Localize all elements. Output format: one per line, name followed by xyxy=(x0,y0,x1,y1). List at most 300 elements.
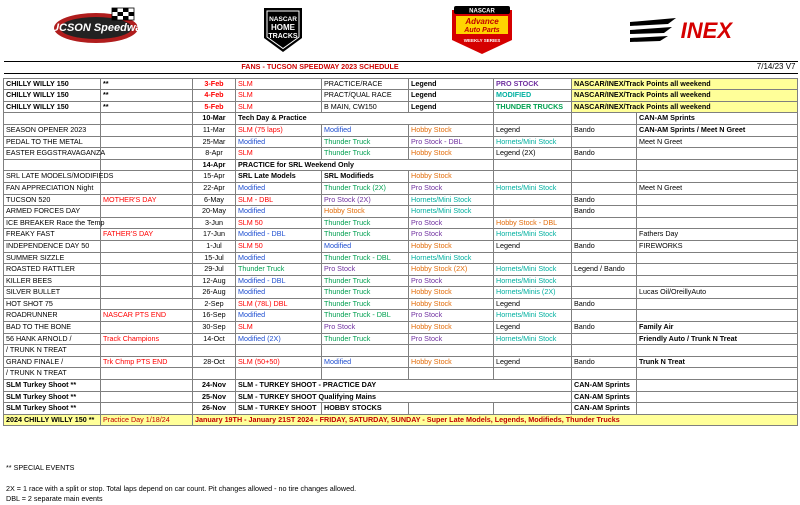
schedule-cell: GRAND FINALE / xyxy=(4,356,101,368)
schedule-cell xyxy=(572,310,637,322)
schedule-cell: Hornets/Mini Stock xyxy=(494,333,572,345)
schedule-cell: Hornets/Mini Stock xyxy=(494,136,572,148)
schedule-cell: Hobby Stock xyxy=(409,322,494,334)
schedule-cell: CHILLY WILLY 150 xyxy=(4,90,101,102)
schedule-cell: 2-Sep xyxy=(193,298,236,310)
schedule-cell xyxy=(572,113,637,125)
schedule-cell: Pro Stock xyxy=(409,217,494,229)
schedule-cell: HOBBY STOCKS xyxy=(322,403,409,415)
schedule-cell xyxy=(409,403,494,415)
schedule-cell xyxy=(637,380,798,392)
schedule-row xyxy=(4,356,798,368)
schedule-cell xyxy=(572,217,637,229)
schedule-cell: Thunder Truck xyxy=(322,333,409,345)
schedule-cell: 12-Aug xyxy=(193,275,236,287)
schedule-cell xyxy=(322,368,409,380)
schedule-cell: ** xyxy=(101,101,193,113)
schedule-cell: Hobby Stock - DBL xyxy=(494,217,572,229)
schedule-cell: Thunder Truck (2X) xyxy=(322,182,409,194)
schedule-cell xyxy=(101,148,193,160)
schedule-row xyxy=(4,403,798,415)
schedule-cell: Track Champions xyxy=(101,333,193,345)
schedule-cell: ROASTED RATTLER xyxy=(4,264,101,276)
schedule-cell: Modified xyxy=(236,252,322,264)
schedule-cell: PRO STOCK xyxy=(494,78,572,90)
schedule-row xyxy=(4,171,798,183)
schedule-cell: SLM Turkey Shoot ** xyxy=(4,380,101,392)
schedule-cell: 28-Oct xyxy=(193,356,236,368)
schedule-cell: Hobby Stock xyxy=(409,171,494,183)
schedule-cell xyxy=(101,368,193,380)
schedule-cell: PRACTICE/RACE xyxy=(322,78,409,90)
schedule-cell xyxy=(637,264,798,276)
schedule-cell: SLM xyxy=(236,78,322,90)
schedule-cell xyxy=(637,171,798,183)
schedule-cell: Hobby Stock xyxy=(409,148,494,160)
schedule-cell: Modified xyxy=(236,182,322,194)
schedule-cell: EASTER EGGSTRAVAGANZA xyxy=(4,148,101,160)
schedule-cell: Modified - DBL xyxy=(236,275,322,287)
schedule-cell: Modified xyxy=(236,287,322,299)
schedule-row xyxy=(4,252,798,264)
schedule-cell: B MAIN, CW150 xyxy=(322,101,409,113)
schedule-cell xyxy=(637,217,798,229)
schedule-cell xyxy=(101,171,193,183)
schedule-cell xyxy=(101,206,193,218)
schedule-cell: Pro Stock xyxy=(409,275,494,287)
schedule-row xyxy=(4,124,798,136)
schedule-cell xyxy=(572,287,637,299)
schedule-row xyxy=(4,298,798,310)
inex-logo-text: INEX xyxy=(680,18,732,43)
schedule-cell: Bando xyxy=(572,124,637,136)
schedule-row xyxy=(4,345,798,357)
schedule-cell: 15-Apr xyxy=(193,171,236,183)
schedule-cell: Meet N Greet xyxy=(637,136,798,148)
schedule-cell: Thunder Truck xyxy=(322,275,409,287)
schedule-cell xyxy=(637,310,798,322)
nht-logo-line-3: TRACKS xyxy=(268,33,298,40)
schedule-cell: 29-Jul xyxy=(193,264,236,276)
schedule-cell: SLM - TURKEY SHOOT Qualifying Mains xyxy=(236,391,572,403)
schedule-cell xyxy=(637,275,798,287)
schedule-row xyxy=(4,159,798,171)
chilly-willy-2024-practice: Practice Day 1/18/24 xyxy=(101,414,193,426)
schedule-cell: Hobby Stock (2X) xyxy=(409,264,494,276)
schedule-cell xyxy=(101,252,193,264)
schedule-cell: 30-Sep xyxy=(193,322,236,334)
schedule-table xyxy=(3,61,798,426)
schedule-cell: Modified (2X) xyxy=(236,333,322,345)
schedule-cell: SLM - DBL xyxy=(236,194,322,206)
schedule-cell: Trunk N Treat xyxy=(637,356,798,368)
schedule-row xyxy=(4,322,798,334)
schedule-cell xyxy=(101,136,193,148)
schedule-cell: SLM (50+50) xyxy=(236,356,322,368)
schedule-cell xyxy=(494,194,572,206)
schedule-cell: ARMED FORCES DAY xyxy=(4,206,101,218)
schedule-cell: / TRUNK N TREAT xyxy=(4,345,101,357)
advance-auto-parts-weekly-series-logo xyxy=(446,4,518,56)
schedule-cell: SRL Modifieds xyxy=(322,171,409,183)
schedule-cell xyxy=(101,403,193,415)
schedule-cell: CHILLY WILLY 150 xyxy=(4,78,101,90)
schedule-cell: Lucas Oil/OreillyAuto xyxy=(637,287,798,299)
schedule-cell xyxy=(572,171,637,183)
schedule-cell: FATHER'S DAY xyxy=(101,229,193,241)
schedule-cell: SLM xyxy=(236,148,322,160)
schedule-cell xyxy=(637,206,798,218)
schedule-cell: CAN-AM Sprints xyxy=(572,403,637,415)
inex-logo xyxy=(628,14,738,44)
schedule-cell xyxy=(101,298,193,310)
schedule-cell: Hobby Stock xyxy=(409,356,494,368)
schedule-cell: Legend xyxy=(494,124,572,136)
schedule-cell: Pro Stock xyxy=(322,322,409,334)
schedule-cell xyxy=(322,345,409,357)
schedule-row xyxy=(4,287,798,299)
schedule-cell: 5-Feb xyxy=(193,101,236,113)
schedule-cell: Legend xyxy=(494,240,572,252)
schedule-cell xyxy=(101,264,193,276)
schedule-cell: Trk Chmp PTS END xyxy=(101,356,193,368)
schedule-cell: Bando xyxy=(572,322,637,334)
schedule-cell xyxy=(637,194,798,206)
schedule-cell xyxy=(494,403,572,415)
schedule-cell xyxy=(101,182,193,194)
schedule-row xyxy=(4,194,798,206)
schedule-cell: FREAKY FAST xyxy=(4,229,101,241)
schedule-cell: Bando xyxy=(572,148,637,160)
schedule-cell: PEDAL TO THE METAL xyxy=(4,136,101,148)
schedule-cell: SLM xyxy=(236,101,322,113)
schedule-cell: 14-Apr xyxy=(193,159,236,171)
schedule-cell: Thunder Truck xyxy=(322,136,409,148)
schedule-cell: SLM - TURKEY SHOOT xyxy=(236,403,322,415)
schedule-cell: BAD TO THE BONE xyxy=(4,322,101,334)
schedule-cell: Pro Stock xyxy=(409,333,494,345)
schedule-cell: Thunder Truck - DBL xyxy=(322,252,409,264)
schedule-cell xyxy=(572,368,637,380)
schedule-cell: Pro Stock xyxy=(322,264,409,276)
schedule-cell xyxy=(409,345,494,357)
schedule-cell: 20-May xyxy=(193,206,236,218)
schedule-cell: Family Air xyxy=(637,322,798,334)
schedule-sheet xyxy=(3,61,797,426)
schedule-row xyxy=(4,333,798,345)
schedule-cell: Modified xyxy=(236,206,322,218)
schedule-cell: NASCAR PTS END xyxy=(101,310,193,322)
schedule-cell: SLM (75 laps) xyxy=(236,124,322,136)
schedule-cell xyxy=(572,333,637,345)
schedule-cell: 1-Jul xyxy=(193,240,236,252)
nascar-home-tracks-logo xyxy=(258,5,308,55)
aap-logo-line-2: Advance xyxy=(465,17,499,26)
schedule-cell: CAN-AM Sprints xyxy=(637,113,798,125)
schedule-cell: SEASON OPENER 2023 xyxy=(4,124,101,136)
schedule-cell: Legend (2X) xyxy=(494,148,572,160)
schedule-cell xyxy=(637,252,798,264)
schedule-cell xyxy=(494,252,572,264)
schedule-cell: Legend xyxy=(494,298,572,310)
schedule-cell: 8-Apr xyxy=(193,148,236,160)
schedule-cell: CAN-AM Sprints xyxy=(572,391,637,403)
schedule-cell: Thunder Truck xyxy=(322,148,409,160)
schedule-cell: FAN APPRECIATION Night xyxy=(4,182,101,194)
nht-logo-line-1: NASCAR xyxy=(269,16,297,23)
schedule-cell: 25-Nov xyxy=(193,391,236,403)
schedule-cell: THUNDER TRUCKS xyxy=(494,101,572,113)
schedule-cell: Pro Stock - DBL xyxy=(409,136,494,148)
schedule-cell: Hobby Stock xyxy=(409,240,494,252)
schedule-cell: Thunder Truck xyxy=(322,298,409,310)
schedule-cell: ROADRUNNER xyxy=(4,310,101,322)
schedule-cell xyxy=(637,159,798,171)
chilly-willy-2024-name: 2024 CHILLY WILLY 150 ** xyxy=(4,414,101,426)
schedule-cell xyxy=(236,345,322,357)
schedule-cell: Bando xyxy=(572,356,637,368)
schedule-cell: Bando xyxy=(572,240,637,252)
schedule-cell: Hobby Stock xyxy=(322,206,409,218)
schedule-row xyxy=(4,368,798,380)
schedule-cell: HOT SHOT 75 xyxy=(4,298,101,310)
schedule-cell xyxy=(637,298,798,310)
schedule-cell: PRACTICE for SRL Weekend Only xyxy=(236,159,494,171)
sponsor-logos xyxy=(0,0,800,62)
schedule-cell: 10-Mar xyxy=(193,113,236,125)
schedule-cell: Legend / Bando xyxy=(572,264,637,276)
schedule-cell: Pro Stock (2X) xyxy=(322,194,409,206)
schedule-cell: Pro Stock xyxy=(409,310,494,322)
schedule-cell xyxy=(494,171,572,183)
aap-logo-line-1: NASCAR xyxy=(469,8,495,15)
schedule-row xyxy=(4,101,798,113)
schedule-cell: 11-Mar xyxy=(193,124,236,136)
schedule-cell: Thunder Truck xyxy=(236,264,322,276)
schedule-row xyxy=(4,264,798,276)
aap-logo-line-4: WEEKLY SERIES xyxy=(463,38,501,43)
schedule-cell xyxy=(572,275,637,287)
schedule-cell: NASCAR/INEX/Track Points all weekend xyxy=(572,101,798,113)
schedule-cell: MODIFIED xyxy=(494,90,572,102)
schedule-cell: 22-Apr xyxy=(193,182,236,194)
schedule-row xyxy=(4,275,798,287)
schedule-cell: MOTHER'S DAY xyxy=(101,194,193,206)
schedule-row xyxy=(4,380,798,392)
schedule-cell: 6-May xyxy=(193,194,236,206)
schedule-cell: Thunder Truck - DBL xyxy=(322,310,409,322)
schedule-cell xyxy=(637,403,798,415)
schedule-cell xyxy=(494,368,572,380)
schedule-cell xyxy=(101,322,193,334)
schedule-cell: Hobby Stock xyxy=(409,124,494,136)
schedule-cell: Thunder Truck xyxy=(322,229,409,241)
schedule-title: FANS - TUCSON SPEEDWAY 2023 SCHEDULE xyxy=(4,62,637,74)
schedule-cell: 4-Feb xyxy=(193,90,236,102)
schedule-cell xyxy=(494,206,572,218)
schedule-cell: Modified xyxy=(322,356,409,368)
schedule-cell: Hornets/Mini Stock xyxy=(494,275,572,287)
schedule-cell xyxy=(236,368,322,380)
schedule-cell: SLM (78L) DBL xyxy=(236,298,322,310)
schedule-cell xyxy=(4,159,101,171)
schedule-cell: Thunder Truck xyxy=(322,217,409,229)
schedule-cell: 24-Nov xyxy=(193,380,236,392)
schedule-cell xyxy=(637,345,798,357)
schedule-row xyxy=(4,391,798,403)
schedule-cell: Pro Stock xyxy=(409,229,494,241)
schedule-title-row xyxy=(4,62,798,74)
schedule-cell: Legend xyxy=(409,78,494,90)
schedule-row xyxy=(4,148,798,160)
schedule-cell: FIREWORKS xyxy=(637,240,798,252)
schedule-row xyxy=(4,90,798,102)
schedule-cell: SLM Turkey Shoot ** xyxy=(4,403,101,415)
schedule-cell: Hobby Stock xyxy=(409,287,494,299)
schedule-cell: NASCAR/INEX/Track Points all weekend xyxy=(572,78,798,90)
schedule-cell: Tech Day & Practice xyxy=(236,113,494,125)
aap-logo-line-3: Auto Parts xyxy=(464,27,500,34)
schedule-cell xyxy=(494,113,572,125)
schedule-cell xyxy=(637,368,798,380)
schedule-cell: Hornets/Mini Stock xyxy=(409,206,494,218)
schedule-cell: Hornets/Mini Stock xyxy=(494,229,572,241)
schedule-cell: Modified xyxy=(236,136,322,148)
schedule-cell xyxy=(101,380,193,392)
schedule-cell: SRL Late Models xyxy=(236,171,322,183)
schedule-cell: SLM - TURKEY SHOOT - PRACTICE DAY xyxy=(236,380,572,392)
schedule-cell: Hornets/Mini Stock xyxy=(409,194,494,206)
schedule-cell: Modified xyxy=(322,124,409,136)
schedule-body xyxy=(4,62,798,426)
schedule-cell: Pro Stock xyxy=(409,182,494,194)
schedule-cell: Hornets/Mini Stock xyxy=(409,252,494,264)
schedule-cell: Friendly Auto / Trunk N Treat xyxy=(637,333,798,345)
schedule-cell: SRL LATE MODELS/MODIFIEDS xyxy=(4,171,101,183)
schedule-cell xyxy=(101,113,193,125)
schedule-cell xyxy=(409,368,494,380)
schedule-cell: CHILLY WILLY 150 xyxy=(4,101,101,113)
dbl-note: DBL = 2 separate main events xyxy=(6,494,103,503)
tucson-speedway-logo xyxy=(44,6,148,46)
schedule-cell: Hornets/Mini Stock xyxy=(494,182,572,194)
special-events-note: ** SPECIAL EVENTS xyxy=(6,463,75,472)
tucson-logo-text: TUCSON Speedway xyxy=(44,22,148,34)
schedule-cell: SLM xyxy=(236,322,322,334)
schedule-cell: SLM Turkey Shoot ** xyxy=(4,391,101,403)
schedule-notes xyxy=(6,463,786,505)
schedule-cell: 3-Jun xyxy=(193,217,236,229)
chilly-willy-2024-row xyxy=(4,414,798,426)
schedule-cell xyxy=(637,391,798,403)
schedule-cell: 56 HANK ARNOLD / xyxy=(4,333,101,345)
schedule-cell: PRACT/QUAL RACE xyxy=(322,90,409,102)
schedule-cell xyxy=(494,345,572,357)
schedule-row xyxy=(4,229,798,241)
schedule-cell xyxy=(572,182,637,194)
two-x-note: 2X = 1 race with a split or stop. Total laps depend on car count. Pit changes allowed - no tire changes allowed. xyxy=(6,483,357,493)
schedule-cell: Modified - DBL xyxy=(236,229,322,241)
schedule-cell xyxy=(101,287,193,299)
schedule-cell: 3-Feb xyxy=(193,78,236,90)
schedule-cell xyxy=(494,159,572,171)
schedule-cell: Bando xyxy=(572,194,637,206)
schedule-row xyxy=(4,206,798,218)
schedule-cell: Hornets/Mini Stock xyxy=(494,310,572,322)
schedule-cell: Legend xyxy=(409,101,494,113)
schedule-cell: Modified xyxy=(322,240,409,252)
schedule-cell: 25-Mar xyxy=(193,136,236,148)
schedule-cell: SILVER BULLET xyxy=(4,287,101,299)
schedule-row xyxy=(4,240,798,252)
schedule-cell: Legend xyxy=(409,90,494,102)
schedule-cell xyxy=(101,345,193,357)
schedule-cell xyxy=(572,159,637,171)
schedule-cell: 15-Jul xyxy=(193,252,236,264)
schedule-cell: SLM 50 xyxy=(236,217,322,229)
schedule-row xyxy=(4,310,798,322)
schedule-cell: Legend xyxy=(494,356,572,368)
schedule-cell xyxy=(637,148,798,160)
schedule-cell xyxy=(193,368,236,380)
schedule-cell: CAN-AM Sprints xyxy=(572,380,637,392)
schedule-version: 7/14/23 V7 xyxy=(637,62,798,74)
schedule-cell: INDEPENDENCE DAY 50 xyxy=(4,240,101,252)
schedule-cell xyxy=(101,275,193,287)
schedule-cell xyxy=(572,345,637,357)
schedule-cell: Hornets/Mini Stock xyxy=(494,264,572,276)
schedule-cell: Modified xyxy=(236,310,322,322)
schedule-cell: 26-Aug xyxy=(193,287,236,299)
schedule-cell xyxy=(193,345,236,357)
schedule-cell: Fathers Day xyxy=(637,229,798,241)
schedule-cell: 14-Oct xyxy=(193,333,236,345)
schedule-row xyxy=(4,113,798,125)
schedule-cell xyxy=(101,217,193,229)
schedule-cell xyxy=(101,124,193,136)
schedule-cell xyxy=(101,240,193,252)
schedule-cell: 17-Jun xyxy=(193,229,236,241)
schedule-cell xyxy=(101,391,193,403)
chilly-willy-2024-description: January 19TH - January 21ST 2024 - FRIDAY, SATURDAY, SUNDAY - Super Late Models, Legends, Modifieds, Thunder Trucks xyxy=(193,414,798,426)
schedule-row xyxy=(4,182,798,194)
schedule-cell: 16-Sep xyxy=(193,310,236,322)
schedule-cell xyxy=(101,159,193,171)
schedule-cell: ** xyxy=(101,78,193,90)
schedule-cell: Legend xyxy=(494,322,572,334)
schedule-cell: TUCSON 520 xyxy=(4,194,101,206)
schedule-cell xyxy=(4,113,101,125)
schedule-cell: SLM xyxy=(236,90,322,102)
schedule-cell xyxy=(572,229,637,241)
schedule-cell: Bando xyxy=(572,298,637,310)
schedule-cell: ICE BREAKER Race the Temp xyxy=(4,217,101,229)
schedule-row xyxy=(4,136,798,148)
nht-logo-line-2: HOME xyxy=(271,23,295,32)
schedule-row xyxy=(4,217,798,229)
schedule-cell: KILLER BEES xyxy=(4,275,101,287)
schedule-cell: Meet N Greet xyxy=(637,182,798,194)
schedule-cell: CAN-AM Sprints / Meet N Greet xyxy=(637,124,798,136)
schedule-cell: SUMMER SIZZLE xyxy=(4,252,101,264)
schedule-cell: SLM 50 xyxy=(236,240,322,252)
schedule-cell: Hornets/Minis (2X) xyxy=(494,287,572,299)
schedule-cell xyxy=(572,136,637,148)
schedule-cell: NASCAR/INEX/Track Points all weekend xyxy=(572,90,798,102)
schedule-cell: Hobby Stock xyxy=(409,298,494,310)
schedule-cell: ** xyxy=(101,90,193,102)
schedule-cell: 26-Nov xyxy=(193,403,236,415)
